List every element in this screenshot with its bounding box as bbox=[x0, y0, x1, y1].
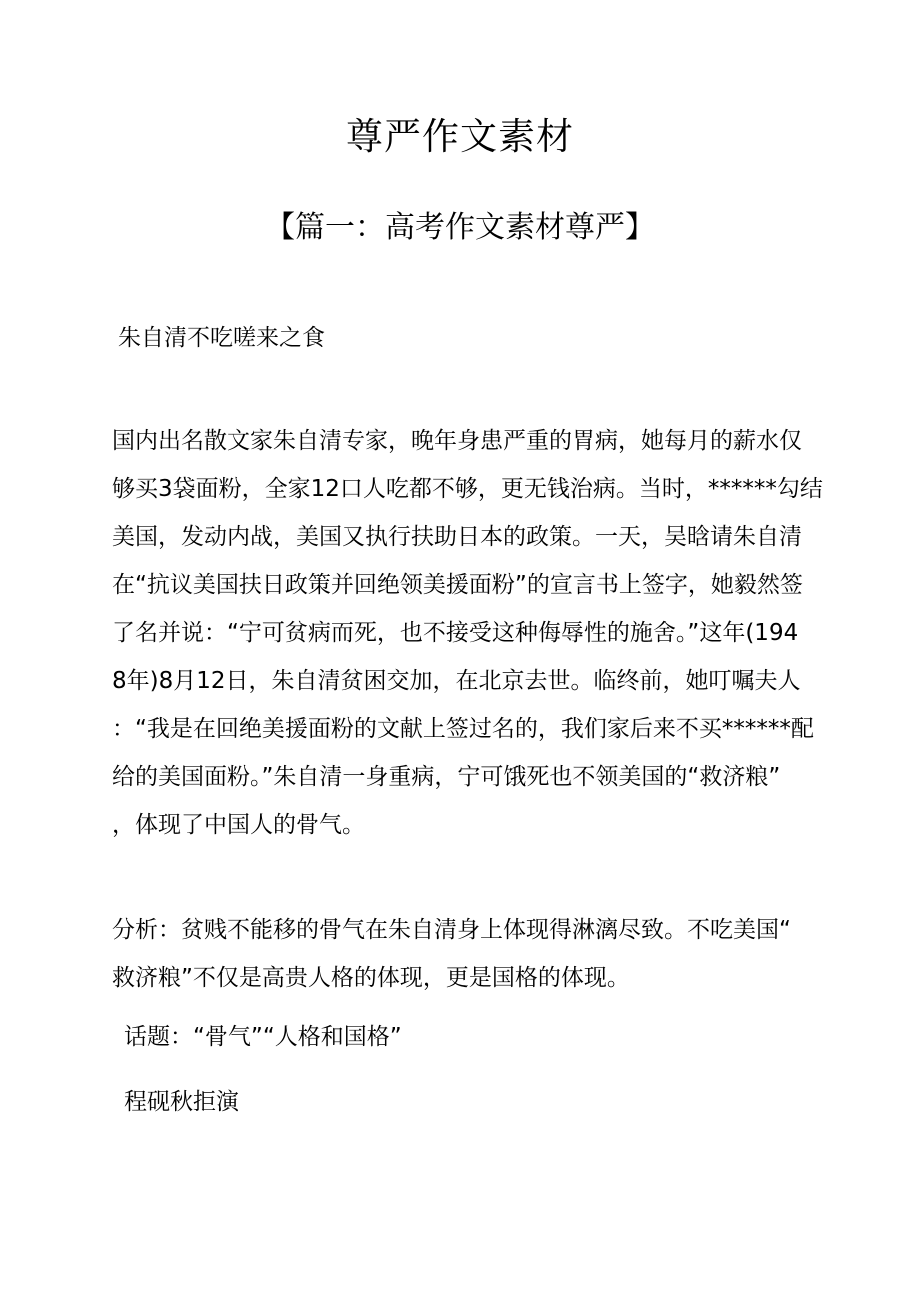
next-story-title bbox=[124, 1078, 824, 1126]
story-title-text: 朱自清不吃嗟来之食 bbox=[118, 325, 325, 351]
story-line: ，体现了中国人的骨气。 bbox=[112, 812, 365, 838]
story-line: 国内出名散文家朱自清专家，晚年身患严重的胃病，她每月的薪水仅 bbox=[112, 428, 802, 454]
story-title bbox=[118, 314, 818, 362]
story-line: 够买3袋面粉，全家12口人吃都不够，更无钱治病。当时，******勾结 bbox=[112, 476, 823, 502]
story-line: 给的美国面粉。”朱自清一身重病，宁可饿死也不领美国的“救济粮” bbox=[112, 764, 781, 790]
story-line: 美国，发动内战，美国又执行扶助日本的政策。一天，吴晗请朱自清 bbox=[112, 524, 802, 550]
topic-text: 话题：“骨气”“人格和国格” bbox=[124, 1024, 402, 1050]
document-title: 尊严作文素材 bbox=[346, 115, 574, 158]
next-story-title-text: 程砚秋拒演 bbox=[124, 1089, 239, 1115]
topic-line bbox=[124, 1013, 824, 1061]
story-body-paragraph bbox=[112, 417, 823, 849]
analysis-line: 救济粮”不仅是高贵人格的体现，更是国格的体现。 bbox=[112, 965, 630, 991]
analysis-paragraph bbox=[112, 906, 812, 1002]
analysis-line: 分析：贫贱不能移的骨气在朱自清身上体现得淋漓尽致。不吃美国“ bbox=[112, 917, 791, 943]
story-line: ：“我是在回绝美援面粉的文献上签过名的，我们家后来不买******配 bbox=[112, 716, 814, 742]
story-line: 了名并说：“宁可贫病而死，也不接受这种侮辱性的施舍。”这年(194 bbox=[112, 620, 799, 646]
story-line: 8年)8月12日，朱自清贫困交加，在北京去世。临终前，她叮嘱夫人 bbox=[112, 668, 801, 694]
section-heading: 【篇一：高考作文素材尊严】 bbox=[265, 210, 655, 245]
story-line: 在“抗议美国扶日政策并回绝领美援面粉”的宣言书上签字，她毅然签 bbox=[112, 572, 803, 598]
